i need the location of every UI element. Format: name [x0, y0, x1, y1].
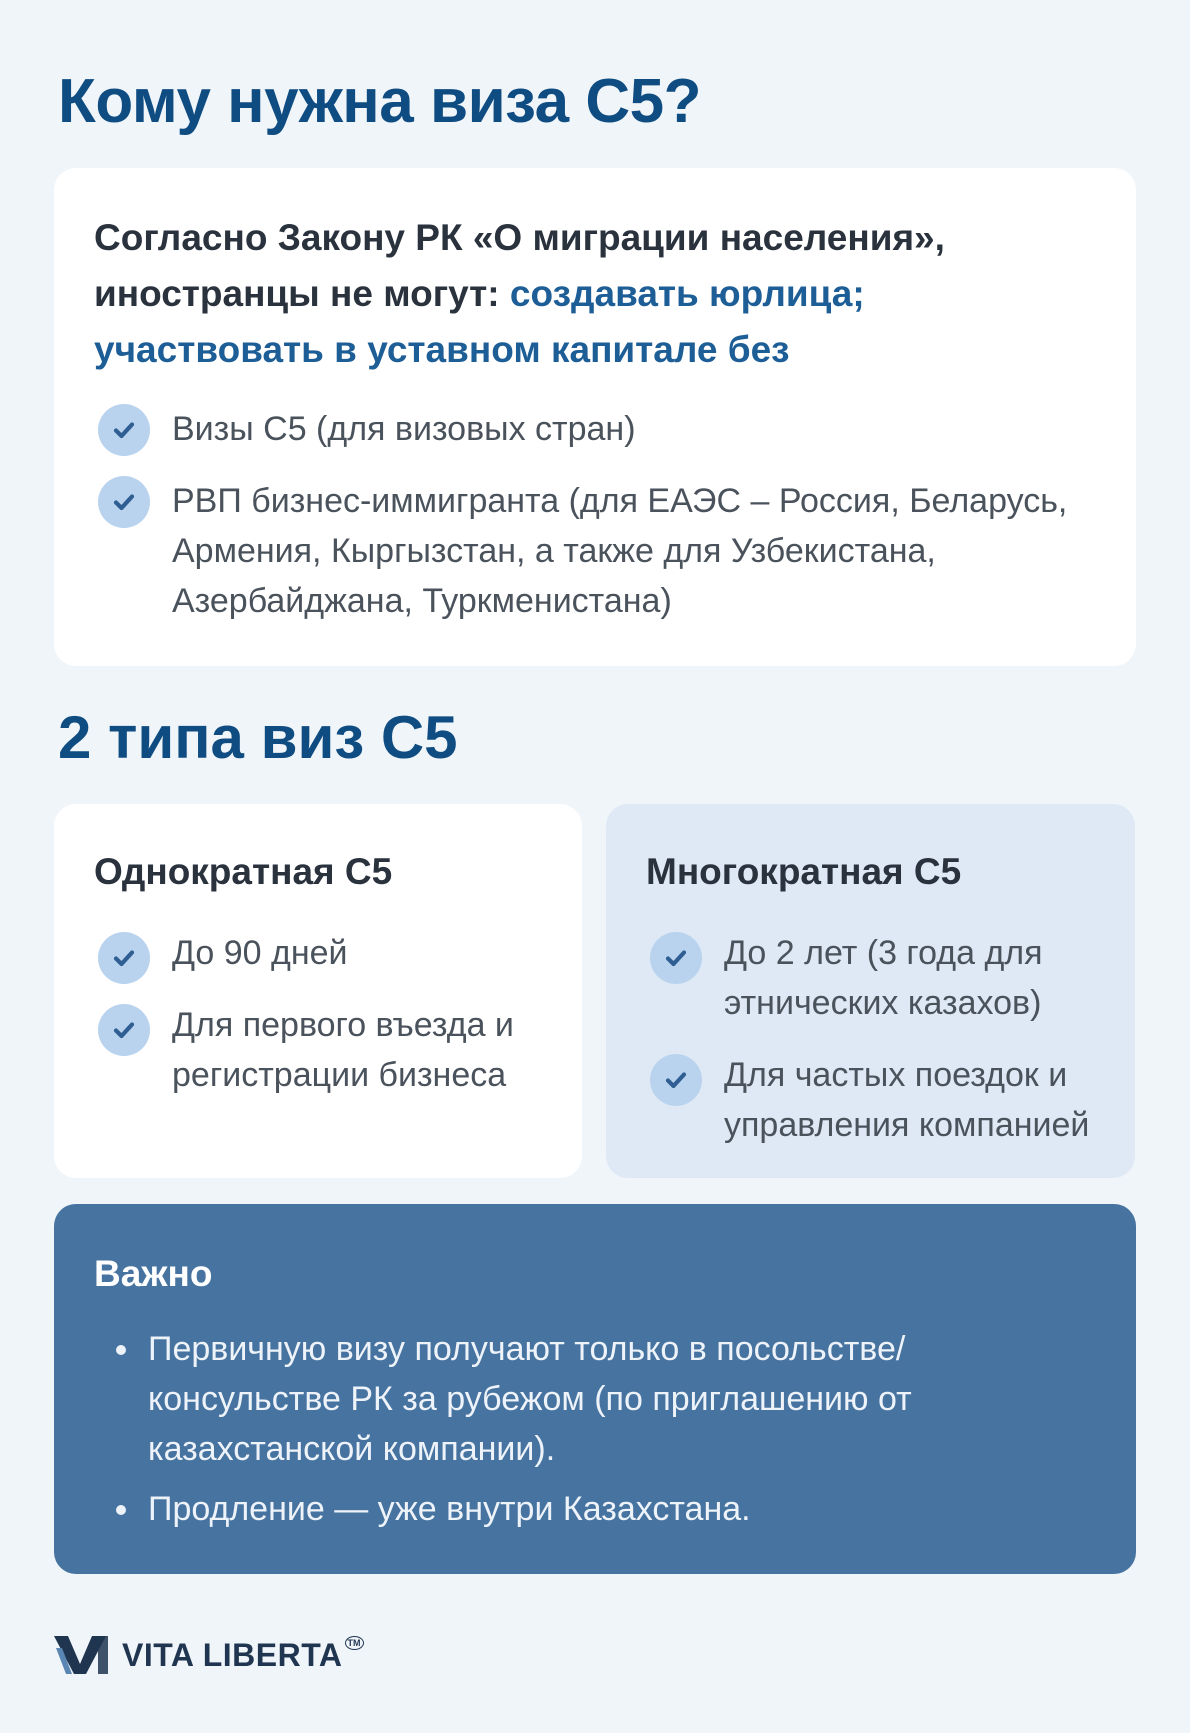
- intro-text-plain: Согласно Закону РК «О миграции населения», иностранцы не могут:: [94, 217, 945, 314]
- list-item-text: РВП бизнес-иммигранта (для ЕАЭС – Россия, Беларусь, Армения, Кыргызстан, а также для Узбекистана, Азербайджана, Туркменистана): [172, 482, 1068, 620]
- multi-visa-card: [606, 804, 1135, 1178]
- single-visa-title: Однократная С5: [94, 851, 393, 892]
- list-item-text: Визы С5 (для визовых стран): [172, 410, 636, 448]
- intro-text-accent: создавать юрлица; участвовать в уставном капитале без: [94, 273, 865, 370]
- list-item: [98, 476, 1098, 626]
- list-item-text: До 2 лет (3 года для этнических казахов): [724, 934, 1043, 1022]
- bullet-icon: [116, 1505, 126, 1515]
- intro-text: [94, 210, 1094, 378]
- multi-visa-list: [650, 928, 1110, 1172]
- important-list: [94, 1324, 1094, 1544]
- trademark-mark: TM: [345, 1636, 364, 1650]
- list-item: [650, 1050, 1110, 1150]
- check-icon: [98, 476, 150, 528]
- list-item: [94, 1484, 1094, 1534]
- check-icon: [98, 932, 150, 984]
- multi-visa-title: Многократная С5: [646, 851, 962, 892]
- list-item: [98, 404, 1098, 454]
- list-item: [98, 1000, 558, 1100]
- important-card: [54, 1204, 1136, 1574]
- important-title: Важно: [94, 1253, 213, 1294]
- intro-list: [98, 404, 1098, 626]
- page-title: Кому нужна виза С5?: [58, 67, 702, 136]
- list-item-text: До 90 дней: [172, 934, 348, 972]
- list-item: [94, 1324, 1094, 1474]
- single-visa-list: [98, 928, 558, 1122]
- check-icon: [650, 932, 702, 984]
- brand-name: VITA LIBERTA: [122, 1637, 343, 1673]
- check-icon: [98, 404, 150, 456]
- section-title-types: 2 типа виз С5: [58, 704, 458, 771]
- list-item-text: Продление — уже внутри Казахстана.: [148, 1490, 751, 1528]
- check-icon: [650, 1054, 702, 1106]
- list-item-text: Первичную визу получают только в посольстве/консульстве РК за рубежом (по приглашению от казахстанской компании).: [148, 1330, 912, 1468]
- list-item-text: Для частых поездок и управления компанией: [724, 1056, 1090, 1144]
- bullet-icon: [116, 1345, 126, 1355]
- vita-liberta-logo-icon: [54, 1634, 110, 1676]
- single-visa-card: [54, 804, 582, 1178]
- list-item-text: Для первого въезда и регистрации бизнеса: [172, 1006, 514, 1094]
- check-icon: [98, 1004, 150, 1056]
- list-item: [650, 928, 1110, 1028]
- intro-card: [54, 168, 1136, 666]
- list-item: [98, 928, 558, 978]
- brand-logo: [54, 1634, 364, 1676]
